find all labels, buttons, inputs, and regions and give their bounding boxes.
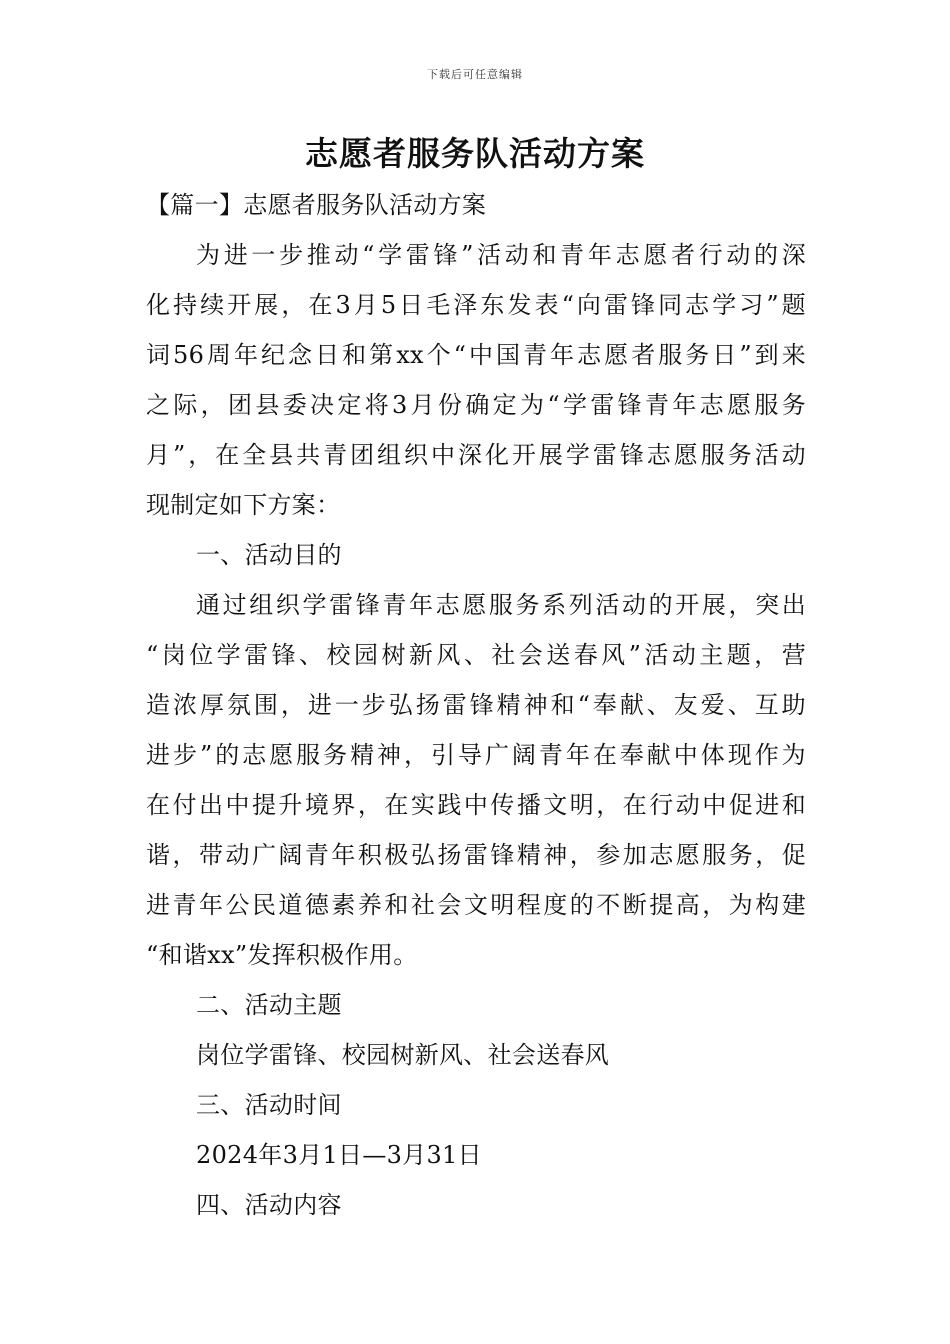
- purpose-line: “岗位学雷锋、校园树新风、社会送春风”活动主题，营: [146, 641, 806, 669]
- purpose-line: “和谐xx”发挥积极作用。: [146, 941, 418, 969]
- intro-line: 之际，团县委决定将3月份确定为“学雷锋青年志愿服务: [146, 391, 806, 419]
- heading-theme: 二、活动主题: [196, 991, 342, 1019]
- purpose-line: 在付出中提升境界，在实践中传播文明，在行动中促进和: [146, 791, 806, 819]
- purpose-line: 通过组织学雷锋青年志愿服务系列活动的开展，突出: [196, 591, 806, 619]
- heading-purpose: 一、活动目的: [196, 541, 342, 569]
- theme-text: 岗位学雷锋、校园树新风、社会送春风: [196, 1041, 610, 1069]
- document-body: [146, 180, 806, 1230]
- intro-line: 化持续开展，在3月5日毛泽东发表“向雷锋同志学习”题: [146, 291, 806, 319]
- intro-line: 词56周年纪念日和第xx个“中国青年志愿者服务日”到来: [146, 341, 806, 369]
- intro-line: 现制定如下方案：: [146, 491, 341, 519]
- heading-content: 四、活动内容: [196, 1191, 342, 1219]
- purpose-line: 造浓厚氛围，进一步弘扬雷锋精神和“奉献、友爱、互助: [146, 691, 806, 719]
- heading-time: 三、活动时间: [196, 1091, 342, 1119]
- document-title: 志愿者服务队活动方案: [305, 134, 645, 173]
- purpose-line: 进步”的志愿服务精神，引导广阔青年在奉献中体现作为: [146, 741, 806, 769]
- section-label: 【篇一】志愿者服务队活动方案: [146, 191, 487, 219]
- header-note: 下载后可任意编辑: [427, 68, 523, 81]
- intro-line: 为进一步推动“学雷锋”活动和青年志愿者行动的深: [196, 241, 806, 269]
- intro-line: 月”，在全县共青团组织中深化开展学雷锋志愿服务活动: [146, 441, 806, 469]
- purpose-line: 谐，带动广阔青年积极弘扬雷锋精神，参加志愿服务，促: [146, 841, 806, 869]
- time-text: 2024年3月1日—3月31日: [196, 1141, 482, 1169]
- purpose-line: 进青年公民道德素养和社会文明程度的不断提高，为构建: [146, 891, 806, 919]
